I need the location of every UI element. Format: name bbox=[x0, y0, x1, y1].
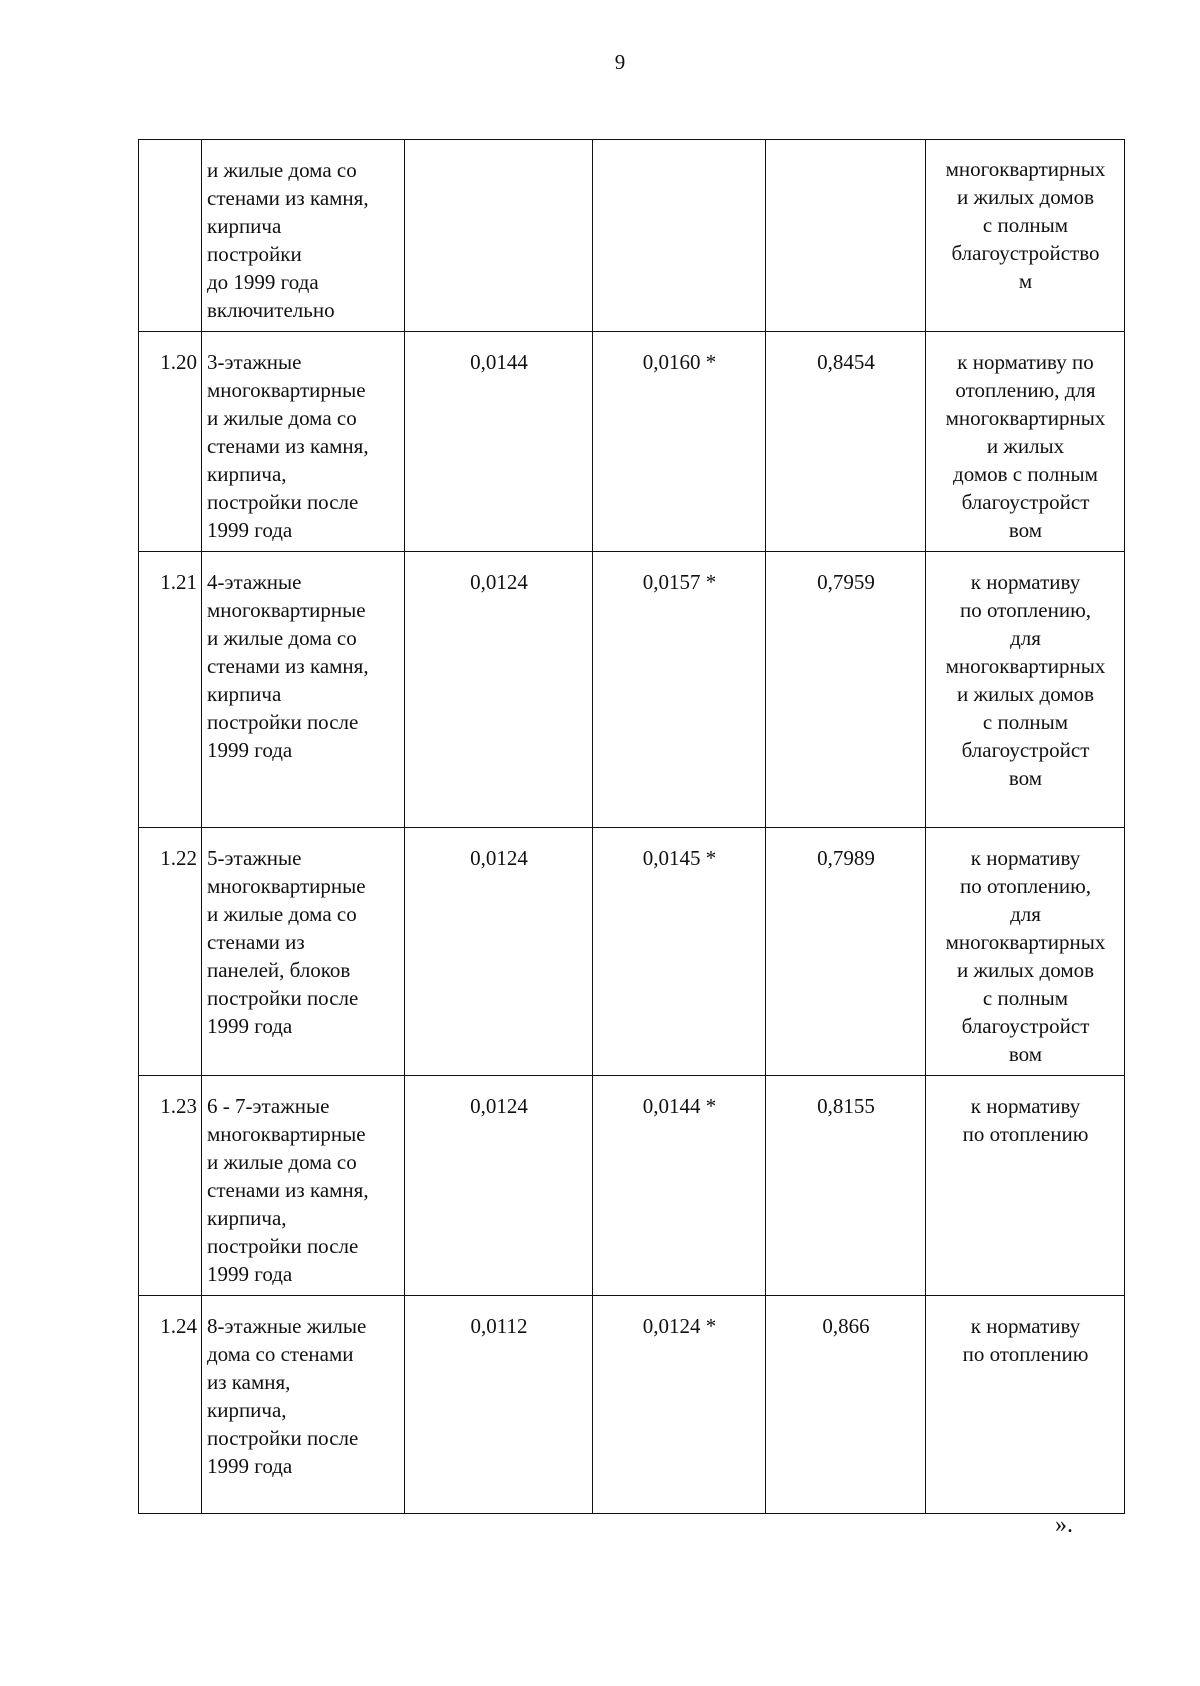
table-row bbox=[139, 1076, 1125, 1296]
table-row bbox=[139, 552, 1125, 828]
note-cell: к нормативу по отоплению, для многоквартирных и жилых домов с полным благоустройст вом bbox=[926, 552, 1125, 828]
building-description: 8-этажные жилые дома со стенами из камня, кирпича, постройки после 1999 года bbox=[202, 1296, 405, 1514]
value-cell-3: 0,7989 bbox=[766, 828, 926, 1076]
value-cell-2: 0,0157 * bbox=[593, 552, 766, 828]
value-cell-2: 0,0160 * bbox=[593, 332, 766, 552]
value-cell-3: 0,7959 bbox=[766, 552, 926, 828]
row-number: 1.24 bbox=[139, 1296, 202, 1514]
value-cell-1: 0,0124 bbox=[405, 552, 593, 828]
table-row bbox=[139, 1296, 1125, 1514]
note-cell: к нормативу по отоплению bbox=[926, 1296, 1125, 1514]
value-cell-1: 0,0144 bbox=[405, 332, 593, 552]
value-cell-2 bbox=[593, 140, 766, 332]
row-number bbox=[139, 140, 202, 332]
row-number: 1.23 bbox=[139, 1076, 202, 1296]
row-number: 1.22 bbox=[139, 828, 202, 1076]
table-row bbox=[139, 828, 1125, 1076]
value-cell-3 bbox=[766, 140, 926, 332]
note-cell: к нормативу по отоплению, для многоквартирных и жилых домов с полным благоустройст вом bbox=[926, 332, 1125, 552]
value-cell-2: 0,0144 * bbox=[593, 1076, 766, 1296]
table-row bbox=[139, 332, 1125, 552]
note-cell: к нормативу по отоплению, для многоквартирных и жилых домов с полным благоустройст вом bbox=[926, 828, 1125, 1076]
building-description: 3-этажные многоквартирные и жилые дома со стенами из камня, кирпича, постройки после 1999 года bbox=[202, 332, 405, 552]
page-number: 9 bbox=[614, 50, 626, 74]
value-cell-1: 0,0112 bbox=[405, 1296, 593, 1514]
value-cell-2: 0,0124 * bbox=[593, 1296, 766, 1514]
value-cell-3: 0,8155 bbox=[766, 1076, 926, 1296]
value-cell-3: 0,866 bbox=[766, 1296, 926, 1514]
row-number: 1.21 bbox=[139, 552, 202, 828]
building-description: 6 - 7-этажные многоквартирные и жилые дома со стенами из камня, кирпича, постройки после 1999 года bbox=[202, 1076, 405, 1296]
value-cell-1: 0,0124 bbox=[405, 828, 593, 1076]
value-cell-1 bbox=[405, 140, 593, 332]
value-cell-1: 0,0124 bbox=[405, 1076, 593, 1296]
note-cell: к нормативу по отоплению bbox=[926, 1076, 1125, 1296]
building-description: 5-этажные многоквартирные и жилые дома со стенами из панелей, блоков постройки после 1999 года bbox=[202, 828, 405, 1076]
building-description: 4-этажные многоквартирные и жилые дома со стенами из камня, кирпича постройки после 1999 года bbox=[202, 552, 405, 828]
note-cell: многоквартирных и жилых домов с полным благоустройство м bbox=[926, 140, 1125, 332]
norms-table bbox=[138, 139, 1125, 1514]
closing-quote-mark: ». bbox=[1055, 1512, 1073, 1538]
value-cell-3: 0,8454 bbox=[766, 332, 926, 552]
row-number: 1.20 bbox=[139, 332, 202, 552]
value-cell-2: 0,0145 * bbox=[593, 828, 766, 1076]
building-description: и жилые дома со стенами из камня, кирпича постройки до 1999 года включительно bbox=[202, 140, 405, 332]
table-row bbox=[139, 140, 1125, 332]
